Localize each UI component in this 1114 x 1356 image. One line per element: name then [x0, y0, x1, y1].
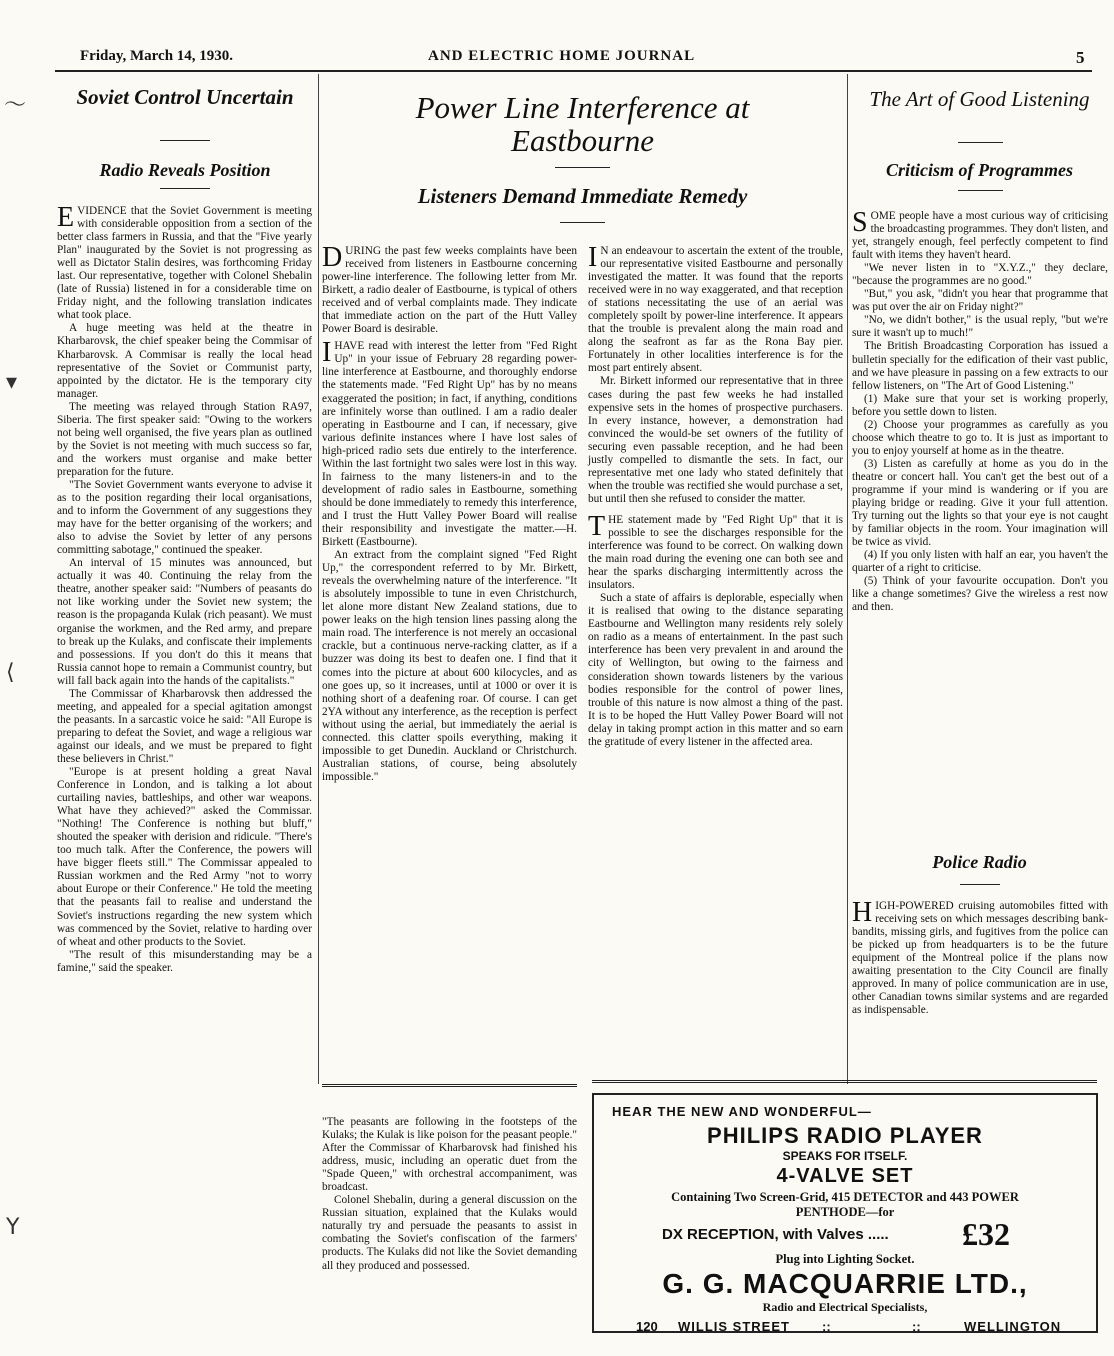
center-column-2 [588, 242, 843, 749]
column-divider [847, 74, 848, 1084]
paragraph: An extract from the complaint signed "Fed Right Up," the correspondent referred to by Mr. Birkett, reveals the overwhelming nature of the interference. "It is absolutely impossible to tune in even Christchurch, let alone more distant New Zealand stations, due to power leaks on the high tension lines passing along the main road. The interference is not merely an occasional crackle, but a continuous nerve-racking clatter, as if a buzzer was doing its best to deafen one. I find that it comes into the picture at about 600 kilocycles, and as one goes up, so it increases, until at 1000 or over it is nothing short of a deafening roar. Of course. I can get 2YA without any interference, as the reception is perfect without using the aerial, but immediately the aerial is connected. this clatter spoils everything, making it impossible to get Dunedin. Auckland or Christchurch. Australian stations, of course, being absolutely impossible." [322, 549, 577, 783]
paragraph: IGH-POWERED cruising automobiles fitted with receiving sets on which messages describing bank-bandits, missing girls, and fugitives from the police can be picked up from headquarters is to be the future equipment of the Montreal police if the plans now awaiting presentation to the City Council are finally approved. In many of police communication are in use, other Canadian towns similar systems and are regarded as indispensable. [852, 900, 1108, 1017]
paragraph: URING the past few weeks complaints have been received from listeners in Eastbourne concerning power-line interference. The following letter from Mr. Birkett, a radio dealer of Eastbourne, is typical of others received and of verbal complaints made. They indicate that immediate action on the part of the Hutt Valley Power Board is desirable. [322, 245, 577, 336]
dropcap: H [852, 897, 873, 928]
paragraph: VIDENCE that the Soviet Government is meeting with considerable opposition from a section of the better class farmers in Russia, and that the "Five yearly Plan" inaugurated by the Soviet is not progressing as well as Dictator Stalin desires, was forthcoming Friday last. Our representative, together with Colonel Shebalin (late of Russia) listened in for a considerable time on Friday night, and the following translation indicates what took place. [57, 205, 312, 322]
divider [160, 140, 210, 141]
police-article-body [852, 897, 1108, 1017]
left-article-body [57, 202, 312, 975]
paragraph: "The Soviet Government wants everyone to advise it as to the position regarding their local organisations, and to inform the Government of any suggestions they may have for the better organising of the workers; and also to advise the Soviet by letter of any persons committing sabotage," continued the speaker. [57, 478, 312, 557]
paragraph: The British Broadcasting Corporation has issued a bulletin specially for the edification of their vast public, and we have pleasure in passing on a few extracts to our fellow listeners, on "The Art of Good Listening." [852, 340, 1108, 392]
ad-dx-row [594, 1216, 1096, 1262]
ad-address [594, 1317, 1096, 1337]
ad-spec2: PENTHODE—for [795, 1205, 895, 1219]
page-number: 5 [1076, 48, 1085, 67]
ad-spec: Containing Two Screen-Grid, 415 DETECTOR and 443 POWER [671, 1190, 1019, 1204]
center-headline [325, 92, 840, 157]
paragraph: "But," you ask, "didn't you hear that programme that was put over the air on Friday night?" [852, 288, 1108, 314]
dropcap: I [588, 242, 598, 273]
divider [555, 167, 610, 168]
divider [958, 142, 1003, 143]
margin-mark: 〜 [4, 93, 27, 118]
ad-price: £32 [962, 1216, 1010, 1252]
paragraph: Such a state of affairs is deplorable, especially when it is realised that owing to the distance separating Eastbourne and Wellington many residents rely solely on radio as a means of entertainment. In the past such interference has been very prevalent in and around the city of Wellington, but owing to the fairness and consideration shown towards listeners by the various bodies responsible for the control of power lines, trouble of this nature is now almost a thing of the past. It is to be hoped the Hutt Valley Power Board will not delay in taking prompt action in this matter and so earn the gratitude of every listener in the affected area. [588, 592, 843, 748]
paragraph: "Europe is at present holding a great Naval Conference in London, and is talking a lot about curtailing navies, battleships, and other war weapons. What have they achieved?" asked the Commissar. "Nothing! The Conference is nothing but bluff," shouted the speaker with derision and ridicule. "There's too much talk. After the Conference, the powers will have bigger fleets still." The Commissar appealed to Russian workmen and the Red Army "not to worry about Europe or their Conference." He told the meeting that the peasants fail to realise and understand the Soviet's instructions regarding the new system which was commenced by the Soviet, relative to harding over of wheat and other products to the Soviet. [57, 766, 312, 948]
journal-title: AND ELECTRIC HOME JOURNAL [428, 48, 696, 64]
paragraph: "The result of this misunderstanding may be a famine," said the speaker. [57, 948, 312, 974]
paragraph: (3) Listen as carefully at home as you do in the theatre or concert hall. You can't get the best out of a programme if your mind is wandering or if you are playing bridge or reading. Give it your full attention. Try turning out the lights so that your eye is not caught by familiar objects in the room. Your imagination will be twice as vivid. [852, 457, 1108, 549]
paragraph: (4) If you only listen with half an ear, you haven't the quarter of a right to criticise. [852, 549, 1108, 575]
paragraph: An interval of 15 minutes was announced, but actually it was 40. Continuing the relay from the theatre, another speaker said: "Numbers of peasants do not like working under the Soviet new system; the reason is the propaganda Kulak (rich peasant). We must organise the workmen, and the Red army, and prepare to break up the Kulaks, and confiscate their implements and possessions. If you don't do this it means that Russia cannot hope to remain a Communist country, but will fall back again into the hands of the capitalists." [57, 557, 312, 687]
right-article-body [852, 207, 1108, 614]
ad-address-number: 120 [636, 1319, 658, 1334]
section-rule [592, 1080, 1097, 1083]
ad-address-separator: :: [822, 1319, 831, 1334]
paragraph: (2) Choose your programmes as carefully as you choose which theatre to go to. It is just as important to you to enjoy yourself at home as in the theatre. [852, 418, 1108, 457]
paragraph: (1) Make sure that your set is working properly, before you settle down to listen. [852, 392, 1108, 418]
left-article-continued [322, 1116, 577, 1273]
margin-mark: Y [6, 1215, 20, 1240]
divider [958, 190, 1003, 191]
paragraph: Mr. Birkett informed our representative that in three cases during the past few weeks he had installed expensive sets in the homes of prospective purchasers. In every instance, however, a demonstration had convinced the would-be set owners of the futility of securing even passable reception, and he had been justly compelled to dismantle the sets. In fact, our representative met one lady who stated definitely that when the trouble was rectified she would purchase a set, but until then she refused to consider the matter. [588, 375, 843, 505]
center-headline-line2: Eastbourne [511, 122, 654, 158]
ad-address-separator: :: [912, 1319, 921, 1334]
right-subhead: Criticism of Programmes [885, 160, 1073, 180]
center-headline-line1: Power Line Interference at [415, 90, 750, 125]
dropcap: D [322, 242, 343, 273]
paragraph: "The peasants are following in the footsteps of the Kulaks; the Kulak is like poison for the peasant people." After the Commissar of Kharbarovsk had finished his address, music, including an operatic duet from the "Spade Queen," with orchestral accompaniment, was broadcast. [322, 1116, 577, 1194]
divider [960, 884, 1000, 885]
ad-plug: Plug into Lighting Socket. [775, 1252, 915, 1266]
margin-mark: ⟨ [6, 660, 15, 685]
police-headline: Police Radio [932, 852, 1027, 872]
ad-company: G. G. MACQUARRIE LTD., [662, 1268, 1028, 1299]
right-headline: The Art of Good Listening [869, 87, 1090, 111]
paragraph: N an endeavour to ascertain the extent of the trouble, our representative visited Eastbourne and personally investigated the matter. It was found that the reports received were in no way exaggerated, and that reception of stations necessitating the use of an aerial was completely spoilt by power-line interference. It appears that the trouble is prevalent along the main road and along the seafront as far as the Rona Bay pier. Fortunately in other localities interference is for the most part entirely absent. [588, 245, 843, 375]
paragraph: The Commissar of Kharbarovsk then addressed the meeting, and appealed for a special agitation amongst the peasants. In a sarcastic voice he said: "All Europe is preparing to defeat the Soviet, and wage a religious war against our ideals, and we must be prepared to fight these believers in Christ." [57, 687, 312, 765]
paragraph: "We never listen in to "X.Y.Z.," they declare, "because the programmes are no good." [852, 262, 1108, 288]
ad-dx: DX RECEPTION, with Valves ..... [662, 1226, 889, 1243]
ad-specialists: Radio and Electrical Specialists, [762, 1300, 928, 1314]
issue-date: Friday, March 14, 1930. [80, 48, 234, 64]
left-headline: Soviet Control Uncertain [76, 85, 294, 109]
ad-product: PHILIPS RADIO PLAYER [707, 1123, 983, 1148]
divider [560, 222, 605, 223]
paragraph: A huge meeting was held at the theatre in Kharbarovsk, the chief speaker being the Commisar of Kharbarovsk. A Commisar is really the local head representative of the Soviet or Communist party, appointed by the dictator. He is the temporary city manager. [57, 322, 312, 400]
dropcap: E [57, 202, 75, 233]
paragraph: Colonel Shebalin, during a general discussion on the Russian situation, explained that the Kulaks would naturally try and persuade the peasants to assist in combating the Soviet's confiscation of the farmers' products. The Kulaks did not like the Soviet demanding all they produced and possessed. [322, 1194, 577, 1272]
ad-tagline: SPEAKS FOR ITSELF. [782, 1149, 908, 1163]
ad-intro: HEAR THE NEW AND WONDERFUL— [612, 1104, 872, 1119]
column-divider [318, 74, 319, 1084]
dropcap: S [852, 207, 868, 238]
paragraph: The meeting was relayed through Station RA97, Siberia. The first speaker said: "Owing to the workers not being well organised, the five years plan as outlined by the Soviet is not meeting with much success so far, and the workers must organise and make better preparation for the future. [57, 400, 312, 478]
paragraph: HAVE read with interest the letter from "Fed Right Up" in your issue of February 28 regarding power-line interference at Eastbourne, and thoroughly endorse the statements made. "Fed Right Up" has by no means exaggerated the position; in fact, if anything, conditions are infinitely worse than outlined. I am a radio dealer operating in Eastbourne and I can, if necessary, give various definite instances where I have lost sales of high-priced radio sets due entirely to the interference. Within the last fortnight two sales were lost in this way. In fairness to the many listeners-in and to the development of radio sales in Eastbourne, something should be done immediately to remedy this interference, and I trust the Hutt Valley Power Board will realise their responsibility and investigate the matter.—H. Birkett (Eastbourne). [322, 340, 577, 549]
center-column-1 [322, 242, 577, 784]
dropcap: I [322, 337, 332, 369]
philips-advertisement [592, 1093, 1098, 1333]
paragraph: OME people have a most curious way of criticising the broadcasting programmes. They don't listen, and yet, strangely enough, feel perfectly competent to find fault with items they haven't heard. [852, 210, 1108, 262]
header-rule [55, 70, 1092, 72]
divider [160, 188, 210, 189]
paragraph: HE statement made by "Fed Right Up" that it is possible to see the discharges responsible for the interference was found to be correct. On walking down the main road during the evening one can both see and hear the sparks discharging intermittently across the insulators. [588, 513, 843, 592]
ad-model: 4-VALVE SET [776, 1165, 914, 1187]
paragraph: (5) Think of your favourite occupation. Don't you like a change sometimes? Give the wireless a rest now and then. [852, 575, 1108, 614]
paragraph: "No, we didn't bother," is the usual reply, "but we're sure it wasn't up to much!" [852, 314, 1108, 340]
left-subhead: Radio Reveals Position [99, 160, 271, 180]
ad-address-city: WELLINGTON [964, 1319, 1062, 1334]
center-subhead: Listeners Demand Immediate Remedy [417, 184, 748, 208]
ad-address-street: WILLIS STREET [678, 1319, 790, 1334]
dropcap: T [588, 510, 606, 542]
section-rule [322, 1084, 577, 1087]
margin-mark: ▾ [6, 370, 18, 395]
